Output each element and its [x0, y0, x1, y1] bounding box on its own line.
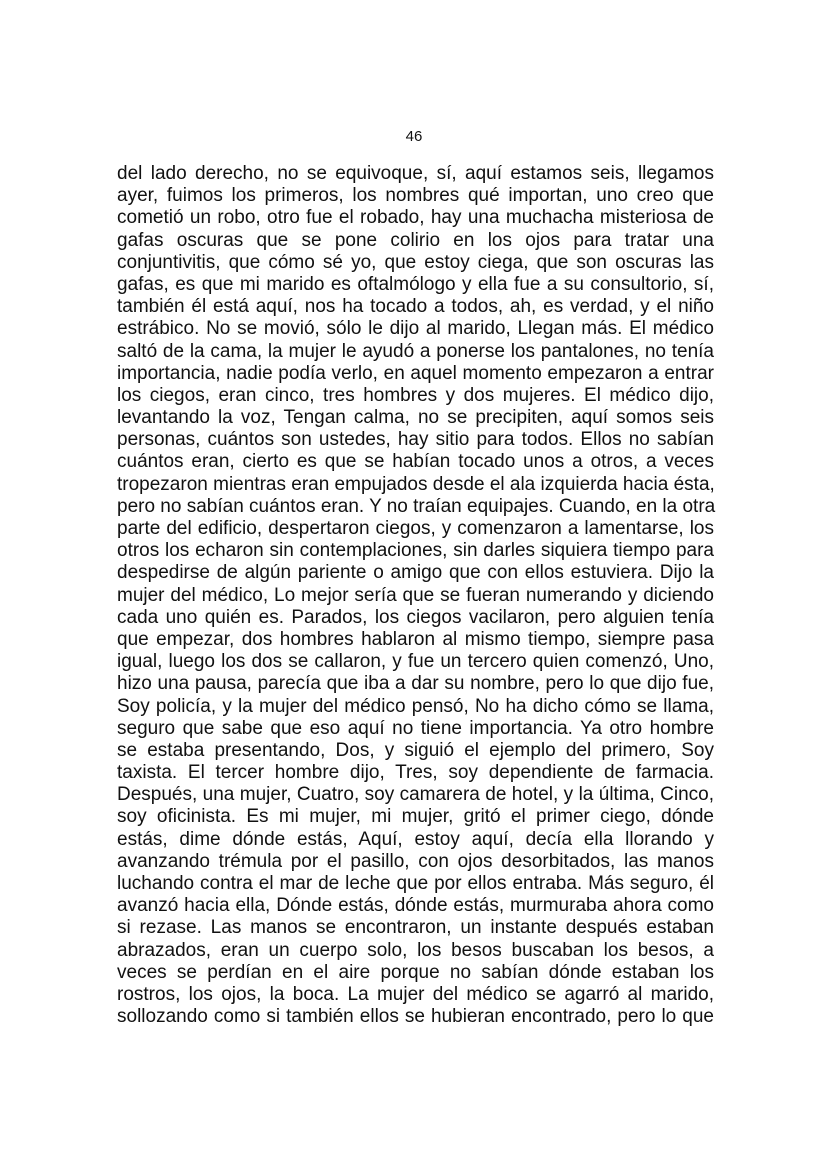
text-line: cuántos eran, cierto es que se habían tocado unos a otros, a veces [117, 451, 714, 473]
text-line: estrábico. No se movió, sólo le dijo al marido, Llegan más. El médico [117, 318, 714, 340]
text-line: otros los echaron sin contemplaciones, sin darles siquiera tiempo para [117, 540, 714, 562]
text-line: sollozando como si también ellos se hubieran encontrado, pero lo que [117, 1006, 714, 1028]
text-line: Después, una mujer, Cuatro, soy camarera de hotel, y la última, Cinco, [117, 784, 714, 806]
text-line: soy oficinista. Es mi mujer, mi mujer, gritó el primer ciego, dónde [117, 806, 714, 828]
text-line: si rezase. Las manos se encontraron, un instante después estaban [117, 917, 714, 939]
text-line: también él está aquí, nos ha tocado a todos, ah, es verdad, y el niño [117, 296, 714, 318]
text-line: avanzó hacia ella, Dónde estás, dónde estás, murmuraba ahora como [117, 895, 714, 917]
text-line: avanzando trémula por el pasillo, con ojos desorbitados, las manos [117, 850, 714, 872]
text-line: luchando contra el mar de leche que por ellos entraba. Más seguro, él [117, 873, 714, 894]
text-line: mujer del médico, Lo mejor sería que se fueran numerando y diciendo [117, 584, 714, 606]
text-line: conjuntivitis, que cómo sé yo, que estoy ciega, que son oscuras las [117, 251, 714, 273]
text-line: veces se perdían en el aire porque no sabían dónde estaban los [117, 961, 714, 983]
text-line: Soy policía, y la mujer del médico pensó, No ha dicho cómo se llama, [117, 695, 714, 717]
text-line: cometió un robo, otro fue el robado, hay una muchacha misteriosa de [117, 207, 714, 229]
page-number: 46 [405, 128, 423, 145]
text-line: estás, dime dónde estás, Aquí, estoy aquí, decía ella llorando y [117, 828, 714, 850]
text-line: cada uno quién es. Parados, los ciegos vacilaron, pero alguien tenía [117, 606, 714, 628]
text-line: saltó de la cama, la mujer le ayudó a ponerse los pantalones, no tenía [117, 340, 714, 362]
text-line: seguro que sabe que eso aquí no tiene importancia. Ya otro hombre [117, 717, 714, 739]
text-line: abrazados, eran un cuerpo solo, los besos buscaban los besos, a [117, 939, 714, 961]
text-line: gafas, es que mi marido es oftalmólogo y ella fue a su consultorio, sí, [117, 273, 714, 295]
text-line: parte del edificio, despertaron ciegos, y comenzaron a lamentarse, los [117, 518, 714, 539]
text-line: los ciegos, eran cinco, tres hombres y dos mujeres. El médico dijo, [117, 384, 714, 406]
text-line: ayer, fuimos los primeros, los nombres qué importan, uno creo que [117, 185, 714, 207]
text-line: hizo una pausa, parecía que iba a dar su nombre, pero lo que dijo fue, [117, 673, 714, 695]
text-line: del lado derecho, no se equivoque, sí, aquí estamos seis, llegamos [117, 163, 714, 184]
text-line: pero no sabían cuántos eran. Y no traían equipajes. Cuando, en la otra [117, 495, 716, 517]
text-line: tropezaron mientras eran empujados desde el ala izquierda hacia ésta, [117, 473, 715, 495]
text-line: se estaba presentando, Dos, y siguió el ejemplo del primero, Soy [117, 739, 714, 761]
text-line: despedirse de algún pariente o amigo que con ellos estuviera. Dijo la [117, 562, 714, 584]
text-line: levantando la voz, Tengan calma, no se precipiten, aquí somos seis [117, 407, 714, 429]
body-text [117, 163, 714, 1028]
text-line: igual, luego los dos se callaron, y fue un tercero quien comenzó, Uno, [117, 651, 714, 673]
text-line: taxista. El tercer hombre dijo, Tres, soy dependiente de farmacia. [117, 762, 714, 784]
text-line: rostros, los ojos, la boca. La mujer del médico se agarró al marido, [117, 983, 714, 1005]
text-line: que empezar, dos hombres hablaron al mismo tiempo, siempre pasa [117, 628, 714, 650]
text-line: gafas oscuras que se pone colirio en los ojos para tratar una [117, 229, 714, 251]
text-line: importancia, nadie podía verlo, en aquel momento empezaron a entrar [117, 362, 714, 384]
text-line: personas, cuántos son ustedes, hay sitio para todos. Ellos no sabían [117, 429, 714, 451]
